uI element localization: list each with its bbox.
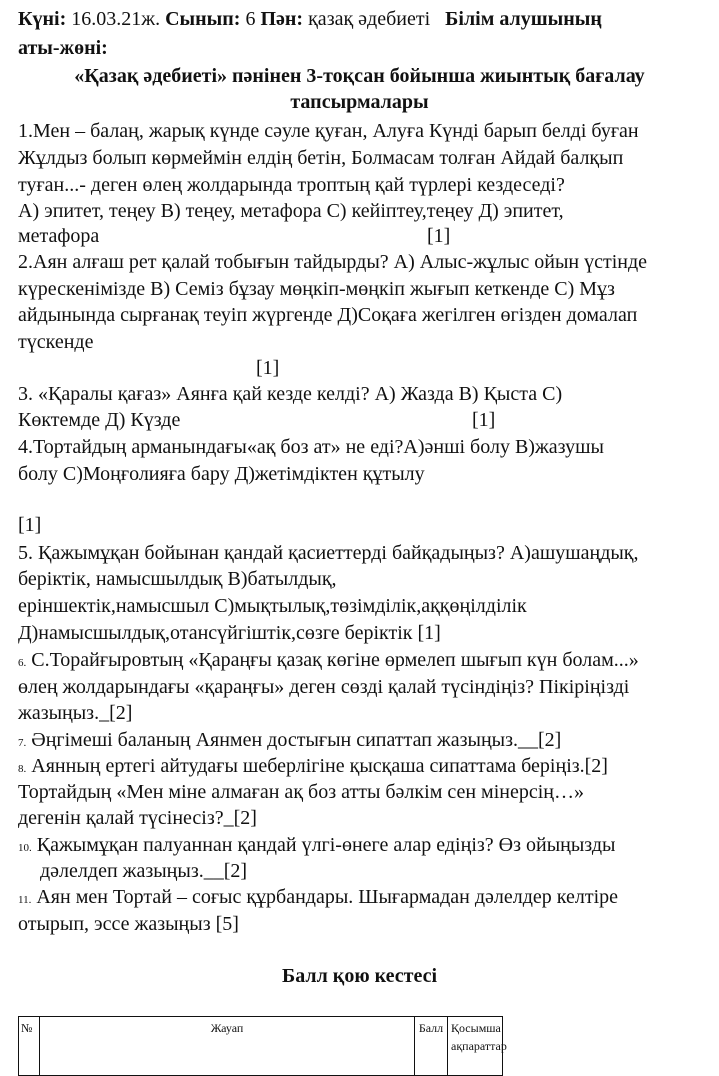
question-4-line: 4.Тортайдың арманындағы«ақ боз ат» не еді?А)әнші болу В)жазушы bbox=[18, 436, 604, 458]
question-1-line: Жұлдыз болып көрмеймін елдің бетін, Болмасам толған Айдай балқып bbox=[18, 147, 624, 169]
question-8-line: 8. Аянның ертегі айтудағы шеберлігіне қысқаша сипаттама беріңіз.[2] bbox=[18, 755, 608, 777]
score-table-header-extra: Қосымша ақпараттар bbox=[451, 1021, 507, 1053]
student-label: Білім алушының bbox=[445, 8, 602, 30]
question-7-number: 7. bbox=[18, 737, 27, 749]
question-2-line: 2.Аян алғаш рет қалай тобығын тайдырды? А) Алыс-жұлыс ойын үстінде bbox=[18, 251, 648, 273]
score-table-header-score: Балл bbox=[415, 1017, 448, 1075]
question-6-line: өлең жолдарындағы «қараңғы» деген сөзді қалай түсіндіңіз? Пікіріңізді bbox=[18, 676, 630, 698]
question-1-score: [1] bbox=[427, 225, 451, 247]
question-10-line: дәлелдеп жазыңыз.__[2] bbox=[40, 860, 248, 882]
question-7-line: 7. Әңгімеші баланың Аянмен достығын сипаттап жазыңыз.__[2] bbox=[18, 729, 562, 751]
page-title: «Қазақ әдебиеті» пәнінен 3-тоқсан бойынша жиынтық бағалау bbox=[74, 65, 645, 87]
question-1-line: туған...- деген өлең жолдарында троптың қай түрлері кездеседі? bbox=[18, 174, 565, 196]
score-table-header-answer: Жауап bbox=[40, 1017, 415, 1075]
question-6-line: жазыңыз._[2] bbox=[18, 702, 133, 724]
question-1-line: 1.Мен – балаң, жарық күнде сәуле қуған, Алуға Күнді барып белді буған bbox=[18, 120, 639, 142]
question-10-line: 10. Қажымұқан палуаннан қандай үлгі-өнеге алар едіңіз? Өз ойыңызды bbox=[18, 834, 616, 856]
subject-value: қазақ әдебиеті bbox=[308, 8, 431, 30]
question-5-line: Д)намысшылдық,отансүйгіштік,сөзге беріктік [1] bbox=[18, 622, 441, 644]
question-11-line: отырып, эссе жазыңыз [5] bbox=[18, 913, 239, 935]
question-5-line: еріншектік,намысшыл С)мықтылық,төзімділік,аққөңілділік bbox=[18, 595, 527, 617]
score-table-title: Балл қою кестесі bbox=[281, 965, 438, 987]
question-1-line: метафора bbox=[18, 225, 100, 247]
question-2-score: [1] bbox=[256, 357, 280, 379]
student-name-line bbox=[18, 35, 108, 61]
question-2-line: айдынында сырғанақ теуіп жүргенде Д)Соқаға жегілген өгізден домалап bbox=[18, 304, 638, 326]
score-table bbox=[18, 1016, 507, 1076]
question-4-score: [1] bbox=[18, 514, 42, 536]
question-6-line: 6. С.Торайғыровтың «Қараңғы қазақ көгіне өрмелеп шығып күн болам...» bbox=[18, 649, 639, 671]
date-value: 16.03.21ж. bbox=[71, 8, 161, 30]
question-8-line: дегенін қалай түсінесіз?_[2] bbox=[18, 807, 257, 829]
question-8-line: Тортайдың «Мен міне алмаған ақ боз атты бәлкім сен мінерсің…» bbox=[18, 781, 584, 803]
question-5-line: беріктік, намысшылдық В)батылдық, bbox=[18, 568, 337, 590]
question-5-line: 5. Қажымұқан бойынан қандай қасиеттерді байқадыңыз? А)ашушаңдық, bbox=[18, 542, 639, 564]
student-label-cont: аты-жөні: bbox=[18, 37, 108, 59]
question-2-line: түскенде bbox=[18, 331, 94, 353]
page-title-cont: тапсырмалары bbox=[290, 91, 429, 113]
class-label: Сынып: bbox=[165, 8, 241, 30]
question-3-line: Көктемде Д) Күзде bbox=[18, 409, 181, 431]
question-4-line: болу С)Моңғолияға бару Д)жетімдіктен құтылу bbox=[18, 463, 425, 485]
question-3-score: [1] bbox=[472, 409, 496, 431]
score-table-header-no: № bbox=[19, 1017, 40, 1075]
question-11-number: 11. bbox=[18, 894, 32, 906]
question-2-line: күрескенімізде В) Семіз бұзау мөңкіп-мөңкіп жығып кеткенде С) Мұз bbox=[18, 278, 615, 300]
question-6-number: 6. bbox=[18, 657, 27, 669]
date-label: Күні: bbox=[18, 8, 67, 30]
question-8-number: 8. bbox=[18, 763, 27, 775]
question-1-line: А) эпитет, теңеу В) теңеу, метафора С) кейіптеу,теңеу Д) эпитет, bbox=[18, 200, 564, 222]
class-value: 6 bbox=[245, 8, 256, 30]
question-11-line: 11. Аян мен Тортай – соғыс құрбандары. Шығармадан дәлелдер келтіре bbox=[18, 886, 619, 908]
header-line bbox=[18, 6, 602, 32]
question-3-line: 3. «Қаралы қағаз» Аянға қай кезде келді? А) Жазда В) Қыста С) bbox=[18, 383, 563, 405]
question-10-number: 10. bbox=[18, 842, 32, 854]
subject-label: Пән: bbox=[260, 8, 304, 30]
